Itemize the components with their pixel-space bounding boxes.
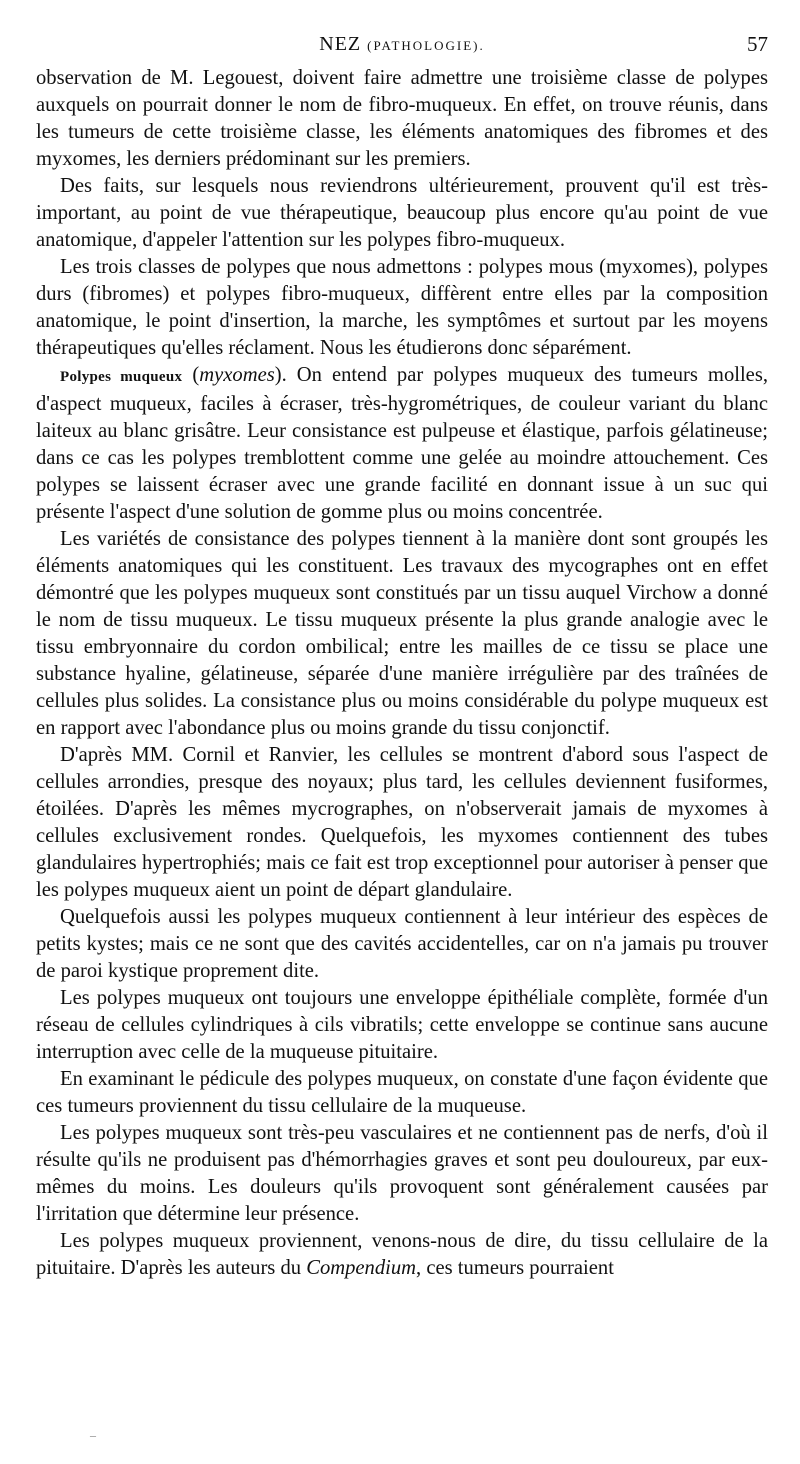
page-number: 57 — [747, 32, 768, 56]
paragraph-3: Les trois classes de polypes que nous admettons : polypes mous (myxomes), polypes durs (fibromes) et polypes fibro-muqueux, diffèrent entre elles par la composition anatomique, le point d'insertion, la marche, les symptômes et surtout par les moyens thérapeutiques qu'elles réclament. Nous les étudierons donc séparément. — [36, 256, 768, 359]
bottom-margin-mark: – — [90, 1428, 96, 1442]
paragraph-5: Les variétés de consistance des polypes tiennent à la manière dont sont groupés les éléments anatomiques qui les constituent. Les travaux des mycographes ont en effet démontré que les polypes muqueux sont constitués par un tissu auquel Virchow a donné le nom de tissu muqueux. Le tissu muqueux présente la plus grande analogie avec le tissu embryonnaire du cordon ombilical; entre les mailles de ce tissu se place une substance hyaline, gélatineuse, séparée d'une manière irrégulière par des traînées de cellules plus solides. La consistance plus ou moins considérable du polype muqueux est en rapport avec l'abondance plus ou moins grande du tissu conjonctif. — [36, 528, 768, 739]
paragraph-11-tail: , ces tumeurs pourraient — [416, 1257, 614, 1279]
running-title — [36, 32, 768, 58]
paragraph-1: observation de M. Legouest, doivent faire admettre une troisième classe de polypes auxquels on pourrait donner le nom de fibro-muqueux. En effet, on trouve réunis, dans les tumeurs de cette troisième classe, les éléments anatomiques des fibromes et des myxomes, les derniers prédominant sur les premiers. — [36, 67, 768, 170]
running-title-sub: (PATHOLOGIE). — [367, 38, 485, 53]
running-header — [36, 32, 768, 56]
paragraph-2: Des faits, sur lesquels nous reviendrons ultérieurement, prouvent qu'il est très-important, au point de vue thérapeutique, beaucoup plus encore qu'au point de vue anatomique, d'appeler l'attention sur les polypes fibro-muqueux. — [36, 175, 768, 251]
paren-open: ( — [192, 364, 200, 386]
paragraph-8: Les polypes muqueux ont toujours une enveloppe épithéliale complète, formée d'un réseau de cellules cylindriques à cils vibratils; cette enveloppe se continue sans aucune interruption avec celle de la muqueuse pituitaire. — [36, 987, 768, 1063]
paragraph-4-text: ). On entend par polypes muqueux des tumeurs molles, d'aspect muqueux, faciles à écraser, très-hygrométriques, de couleur variant du blanc laiteux au blanc grisâtre. Leur consistance est pulpeuse et élastique, parfois gélatineuse; dans ce cas les polypes tremblottent comme une gelée au moindre attouchement. Ces polypes se laissent écraser avec une grande facilité en donnant issue à un suc qui présente l'aspect d'une solution de gomme plus ou moins concentrée. — [36, 364, 768, 523]
running-title-main: NEZ — [319, 33, 362, 55]
paragraph-11 — [36, 1228, 768, 1282]
section-run-in-heading: Polypes muqueux — [60, 369, 183, 385]
italic-term-compendium: Compendium — [306, 1257, 417, 1279]
body-text — [36, 65, 768, 1282]
paragraph-10: Les polypes muqueux sont très-peu vasculaires et ne contiennent pas de nerfs, d'où il résulte qu'ils ne produisent pas d'hémorrhagies graves et sont peu douloureux, par eux-mêmes du moins. Les douleurs qu'ils provoquent sont généralement causées par l'irritation que détermine leur présence. — [36, 1122, 768, 1225]
paragraph-7: Quelquefois aussi les polypes muqueux contiennent à leur intérieur des espèces de petits kystes; mais ce ne sont que des cavités accidentelles, car on n'a jamais pu trouver de paroi kystique proprement dite. — [36, 906, 768, 982]
paragraph-11-text: Les polypes muqueux proviennent, venons-nous de dire, du tissu cellulaire de la pituitaire. D'après les auteurs du — [36, 1230, 768, 1279]
italic-term-myxomes: myxomes — [199, 364, 275, 386]
paragraph-6: D'après MM. Cornil et Ranvier, les cellules se montrent d'abord sous l'aspect de cellules arrondies, presque des noyaux; plus tard, les cellules deviennent fusiformes, étoilées. D'après les mêmes mycrographes, on n'observerait jamais de myxomes à cellules exclusivement rondes. Quelquefois, les myxomes contiennent des tubes glandulaires hypertrophiés; mais ce fait est trop exceptionnel pour autoriser à penser que les polypes muqueux aient un point de départ glandulaire. — [36, 744, 768, 901]
paragraph-9: En examinant le pédicule des polypes muqueux, on constate d'une façon évidente que ces tumeurs proviennent du tissu cellulaire de la muqueuse. — [36, 1068, 768, 1117]
paragraph-polypes-muqueux — [36, 362, 768, 526]
